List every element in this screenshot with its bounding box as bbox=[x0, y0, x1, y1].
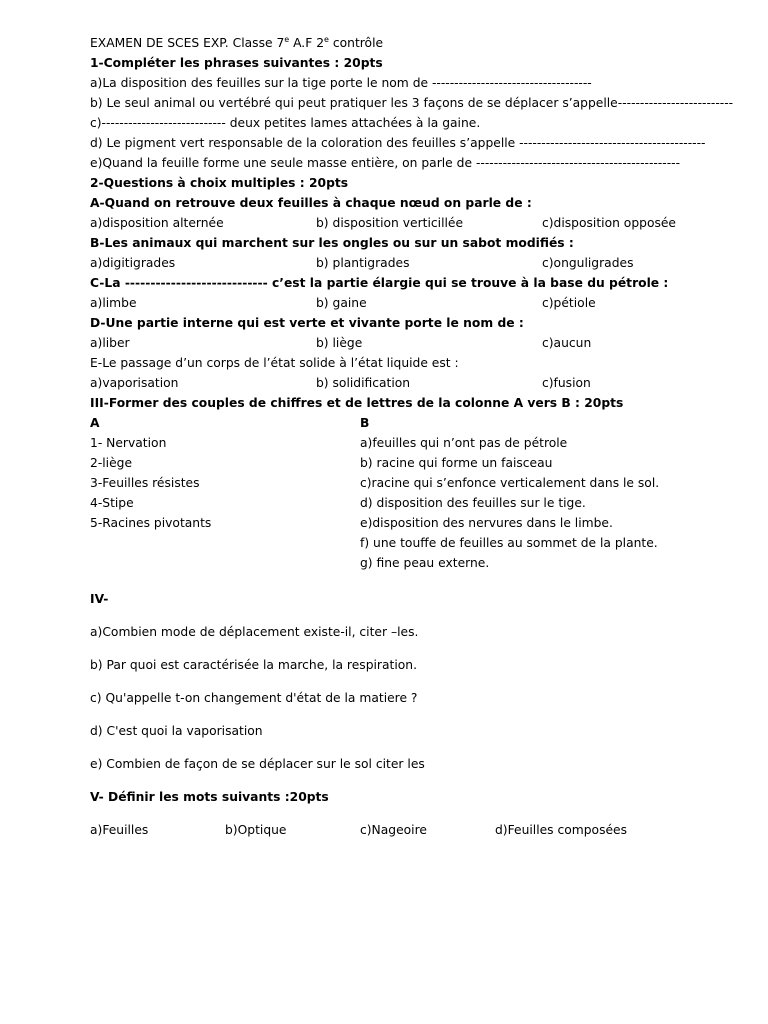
column-b-item: f) une touffe de feuilles au sommet de la plante. bbox=[360, 536, 658, 550]
mcq-option: b) plantigrades bbox=[316, 256, 410, 270]
mcq-options bbox=[90, 333, 710, 353]
mcq-option: c)onguligrades bbox=[542, 256, 634, 270]
column-b-item: e)disposition des nervures dans le limbe. bbox=[360, 516, 613, 530]
open-question: b) Par quoi est caractérisée la marche, la respiration. bbox=[90, 658, 417, 672]
header-text-1: EXAMEN DE SCES EXP. Classe 7 bbox=[90, 36, 285, 50]
section3-title: III-Former des couples de chiffres et de lettres de la colonne A vers B : 20pts bbox=[90, 396, 624, 410]
column-b-item: b) racine qui forme un faisceau bbox=[360, 456, 553, 470]
mcq-question: C-La ---------------------------- c’est la partie élargie qui se trouve à la base du pétrole : bbox=[90, 276, 669, 290]
fill-in-item: c)---------------------------- deux petites lames attachées à la gaine. bbox=[90, 116, 481, 130]
mcq-options bbox=[90, 213, 710, 233]
header-text-3: contrôle bbox=[328, 36, 384, 50]
column-b-item: a)feuilles qui n’ont pas de pétrole bbox=[360, 436, 568, 450]
exam-document bbox=[90, 33, 734, 840]
open-question: c) Qu'appelle t-on changement d'état de la matiere ? bbox=[90, 691, 418, 705]
mcq-question: B-Les animaux qui marchent sur les ongles ou sur un sabot modifiés : bbox=[90, 236, 574, 250]
mcq-option: b) solidification bbox=[316, 376, 411, 390]
matching-row bbox=[90, 553, 710, 573]
mcq-option: b) gaine bbox=[316, 296, 367, 310]
matching-row bbox=[90, 493, 710, 513]
matching-row bbox=[90, 453, 710, 473]
mcq-option: c)fusion bbox=[542, 376, 591, 390]
mcq-options bbox=[90, 253, 710, 273]
matching-row bbox=[90, 513, 710, 533]
column-a-item: 2-liège bbox=[90, 456, 133, 470]
mcq-option: c)aucun bbox=[542, 336, 592, 350]
open-question: d) C'est quoi la vaporisation bbox=[90, 724, 263, 738]
column-b-header: B bbox=[360, 416, 370, 430]
definition-word: d)Feuilles composées bbox=[495, 823, 628, 837]
mcq-option: b) disposition verticillée bbox=[316, 216, 464, 230]
definition-word: b)Optique bbox=[225, 823, 287, 837]
column-a-item: 1- Nervation bbox=[90, 436, 167, 450]
header-sup-2: e bbox=[324, 35, 329, 44]
fill-in-item: d) Le pigment vert responsable de la coloration des feuilles s’appelle ------------------------------------------ bbox=[90, 136, 706, 150]
open-question: e) Combien de façon de se déplacer sur le sol citer les bbox=[90, 757, 425, 771]
section1-title: 1-Compléter les phrases suivantes : 20pts bbox=[90, 56, 383, 70]
exam-header bbox=[90, 33, 710, 53]
column-a-item bbox=[90, 553, 360, 573]
fill-in-item: b) Le seul animal ou vertébré qui peut pratiquer les 3 façons de se déplacer s’appelle-------------------------- bbox=[90, 96, 734, 110]
definition-word: c)Nageoire bbox=[360, 823, 427, 837]
header-text-2: A.F 2 bbox=[289, 36, 325, 50]
mcq-option: a)liber bbox=[90, 336, 130, 350]
matching-row bbox=[90, 533, 710, 553]
mcq-option: a)disposition alternée bbox=[90, 216, 224, 230]
mcq-option: b) liège bbox=[316, 336, 363, 350]
section4-title: IV- bbox=[90, 592, 109, 606]
section2-title: 2-Questions à choix multiples : 20pts bbox=[90, 176, 349, 190]
column-a-header: A bbox=[90, 416, 100, 430]
section5-title: V- Définir les mots suivants :20pts bbox=[90, 790, 329, 804]
definition-words bbox=[90, 820, 710, 840]
matching-headers bbox=[90, 413, 710, 433]
definition-word: a)Feuilles bbox=[90, 823, 149, 837]
column-b-item: c)racine qui s’enfonce verticalement dans le sol. bbox=[360, 476, 660, 490]
open-question: a)Combien mode de déplacement existe-il, citer –les. bbox=[90, 625, 419, 639]
column-a-item: 5-Racines pivotants bbox=[90, 516, 212, 530]
column-a-item: 4-Stipe bbox=[90, 496, 134, 510]
mcq-options bbox=[90, 373, 710, 393]
column-b-item: g) fine peau externe. bbox=[360, 556, 490, 570]
column-b-item: d) disposition des feuilles sur le tige. bbox=[360, 496, 586, 510]
column-a-item bbox=[90, 533, 360, 553]
mcq-option: c)disposition opposée bbox=[542, 216, 676, 230]
matching-row bbox=[90, 433, 710, 453]
mcq-question: A-Quand on retrouve deux feuilles à chaque nœud on parle de : bbox=[90, 196, 532, 210]
mcq-question: D-Une partie interne qui est verte et vivante porte le nom de : bbox=[90, 316, 524, 330]
spacer bbox=[90, 573, 710, 589]
mcq-option: a)vaporisation bbox=[90, 376, 179, 390]
mcq-question: E-Le passage d’un corps de l’état solide à l’état liquide est : bbox=[90, 356, 459, 370]
mcq-option: a)digitigrades bbox=[90, 256, 176, 270]
header-sup-1: e bbox=[284, 35, 290, 44]
mcq-option: a)limbe bbox=[90, 296, 137, 310]
fill-in-item: e)Quand la feuille forme une seule masse entière, on parle de ---------------------------------------------- bbox=[90, 156, 681, 170]
column-a-item: 3-Feuilles résistes bbox=[90, 476, 200, 490]
mcq-options bbox=[90, 293, 710, 313]
fill-in-item: a)La disposition des feuilles sur la tige porte le nom de ------------------------------------ bbox=[90, 76, 592, 90]
matching-row bbox=[90, 473, 710, 493]
mcq-option: c)pétiole bbox=[542, 296, 596, 310]
